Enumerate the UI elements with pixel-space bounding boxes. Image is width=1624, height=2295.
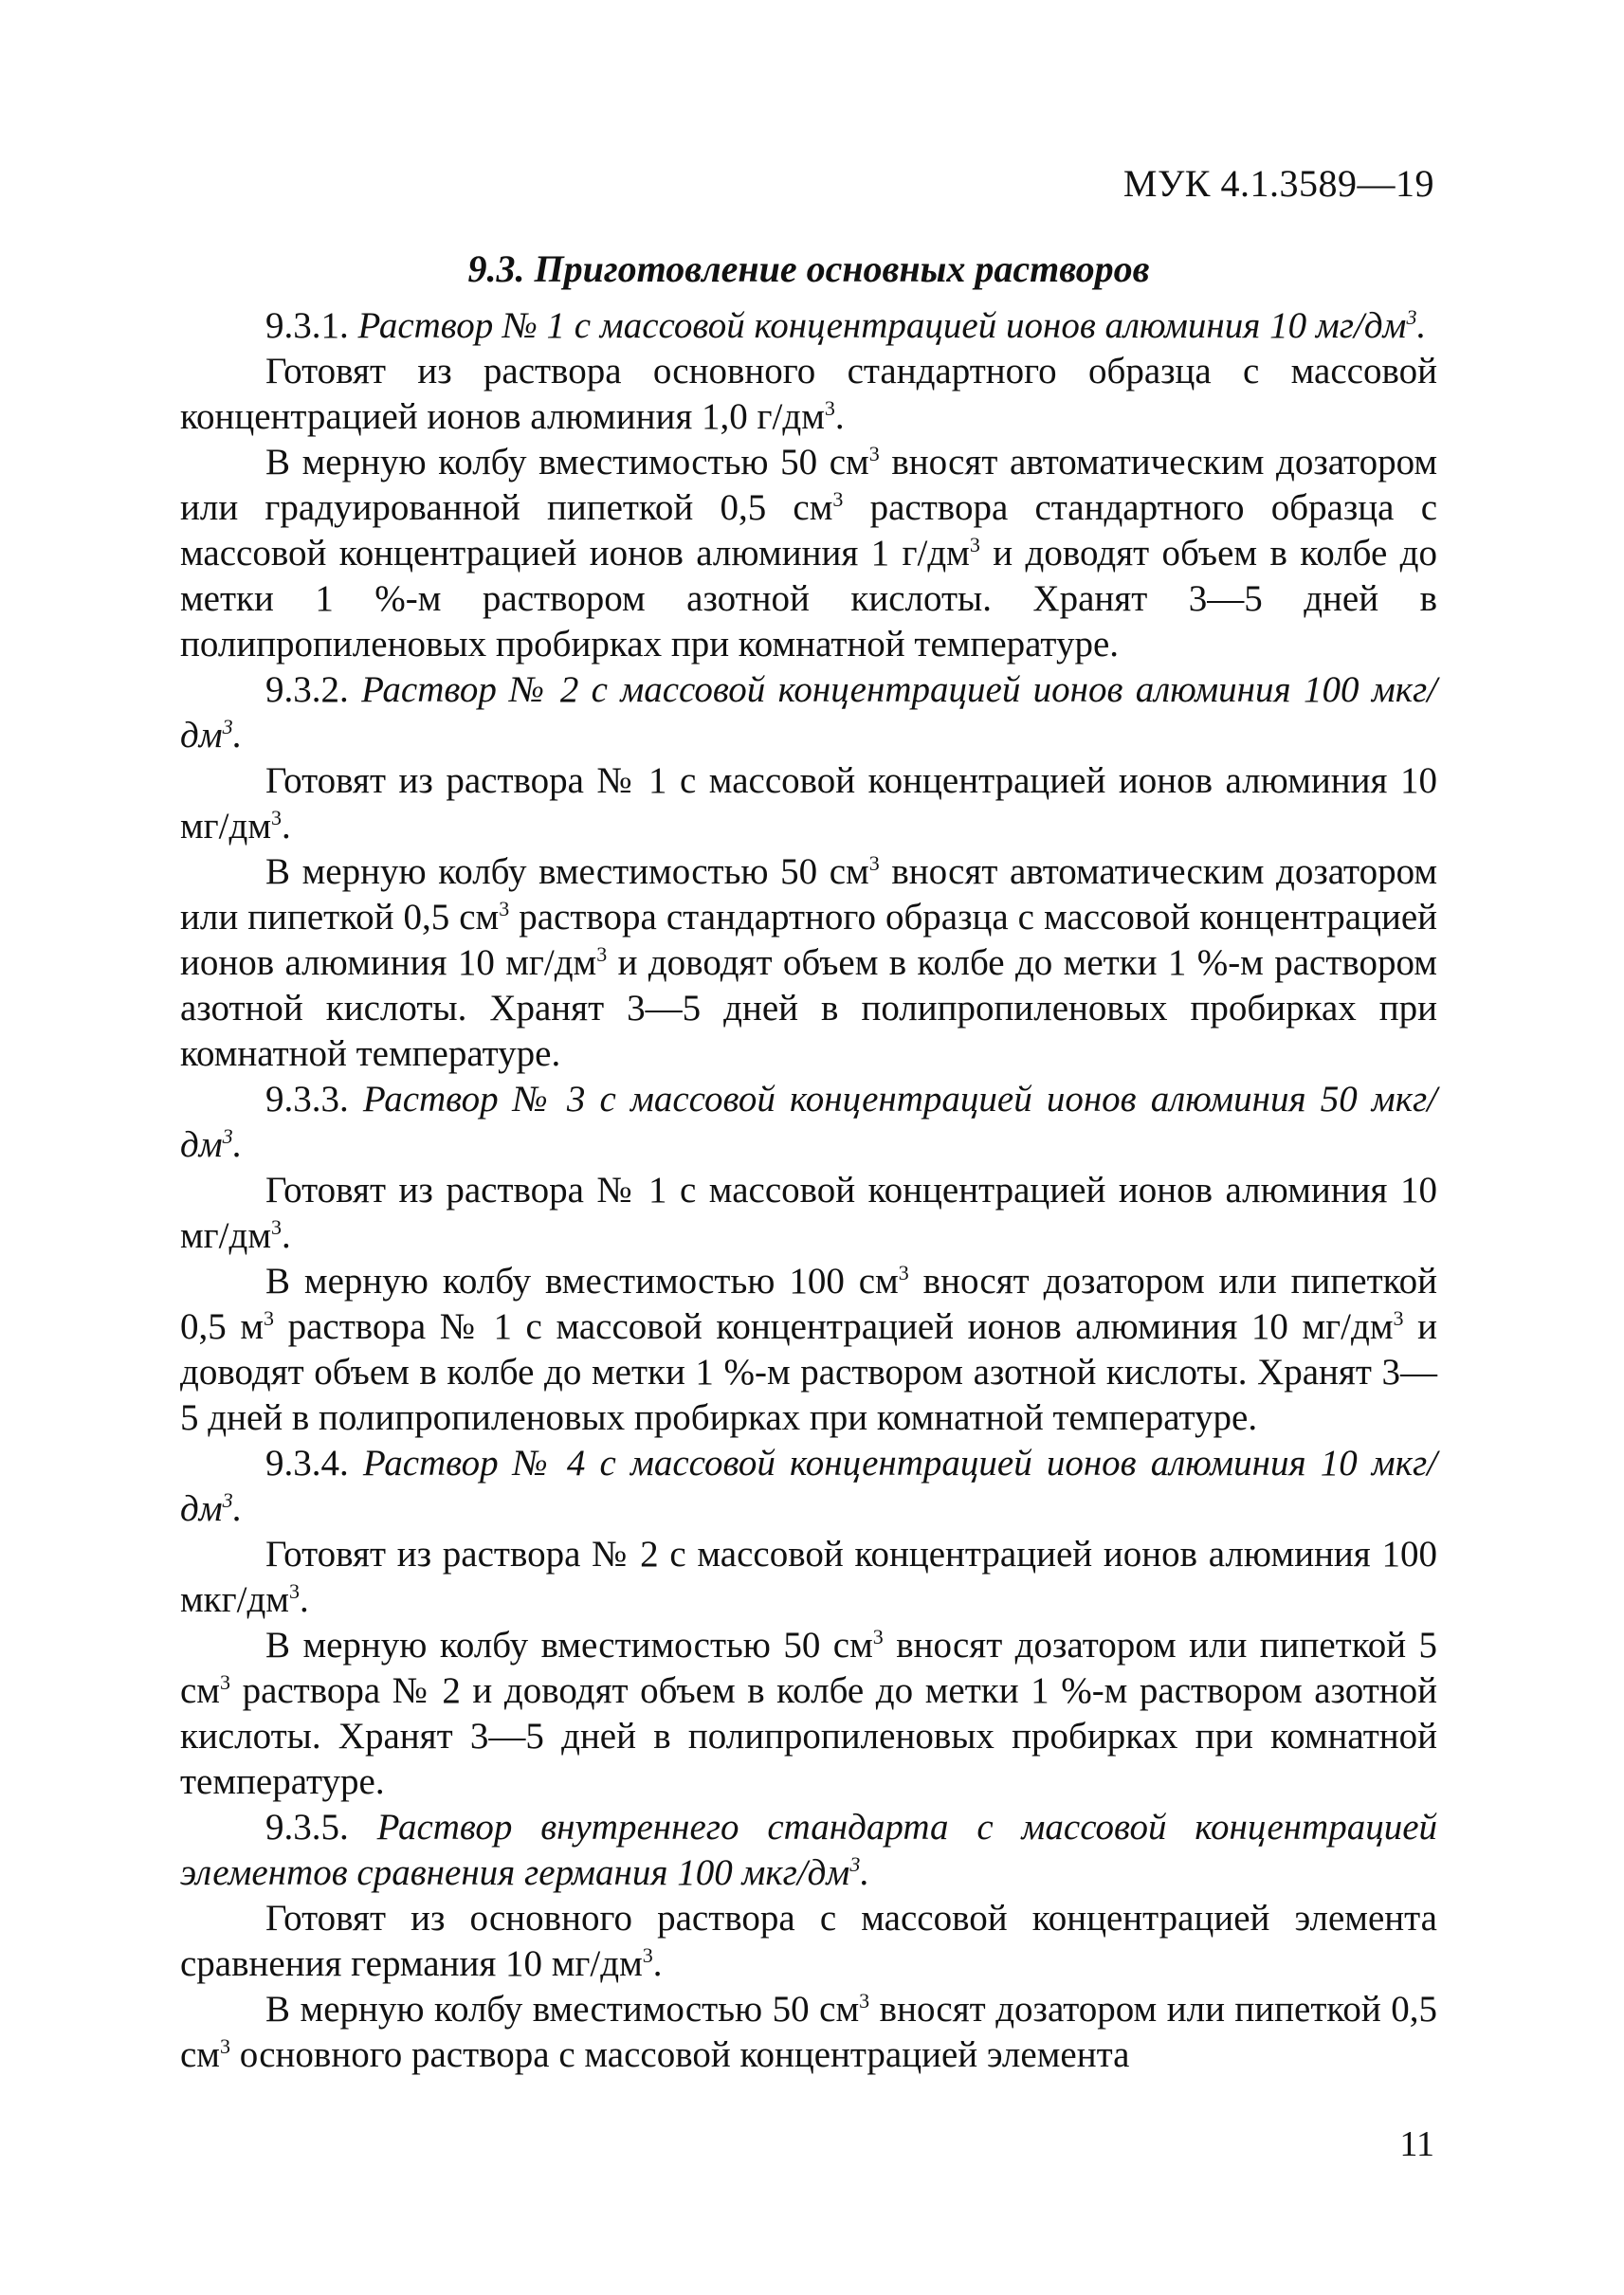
paragraph-procedure: В мерную колбу вместимостью 50 $см^3$ вносят автоматическим дозатором или пипеткой 0,5 $см^3$ раствора стандартного образца с массовой концентрацией ионов алюминия 10 $мг/дм^3$ и доводят объем в колбе до метки 1 %-м раствором азотной кислоты. Хранят 3—5 дней в полипропиленовых пробирках при комнатной температуре. [180, 851, 1438, 1074]
paragraph-source: Готовят из раствора № 1 с массовой концентрацией ионов алюминия 10 $мг/дм^3$. [180, 760, 1437, 847]
subsection-number: 9.3.5. [265, 1807, 349, 1848]
subsection-heading-text: Раствор внутреннего стандарта с массовой концентрацией элементов сравнения германия 100 мкг/$дм^3$. [180, 1807, 1438, 1893]
paragraph-procedure: В мерную колбу вместимостью 50 $см^3$ вносят автоматическим дозатором или градуированной пипеткой 0,5 $см^3$ раствора стандартного образца с массовой концентрацией ионов алюминия 1 $г/дм^3$ и доводят объем в колбе до метки 1 %-м раствором азотной кислоты. Хранят 3—5 дней в полипропиленовых пробирках при комнатной температуре. [180, 442, 1438, 665]
subsection-number: 9.3.3. [265, 1079, 349, 1120]
subsection-heading-text: Раствор № 1 с массовой концентрацией ионов алюминия 10 $мг/дм^3$. [357, 305, 1427, 346]
subsection-heading [180, 1441, 1437, 1532]
paragraph-procedure: В мерную колбу вместимостью 100 $см^3$ вносят дозатором или пипеткой 0,5 $м^3$ раствора № 1 с массовой концентрацией ионов алюминия 10 $мг/дм^3$ и доводят объем в колбе до метки 1 %-м раствором азотной кислоты. Хранят 3—5 дней в полипропиленовых пробирках при комнатной температуре. [180, 1261, 1438, 1438]
subsection-heading-text: Раствор № 2 с массовой концентрацией ионов алюминия 100 мкг/$дм^3$. [180, 669, 1437, 756]
paragraph-procedure: В мерную колбу вместимостью 50 $см^3$ вносят дозатором или пипеткой 0,5 $см^3$ основного раствора с массовой концентрацией элемента [180, 1989, 1437, 2075]
subsection-heading [180, 1077, 1437, 1168]
subsection-9-3-4 [180, 1441, 1437, 1805]
subsection-9-3-5 [180, 1805, 1437, 2078]
subsection-heading-text: Раствор № 3 с массовой концентрацией ионов алюминия 50 мкг/$дм^3$. [180, 1079, 1437, 1165]
subsection-9-3-3 [180, 1077, 1437, 1441]
paragraph-source: Готовят из раствора № 1 с массовой концентрацией ионов алюминия 10 $мг/дм^3$. [180, 1170, 1437, 1256]
paragraph-source: Готовят из раствора основного стандартного образца с массовой концентрацией ионов алюминия 1,0 $г/дм^3$. [180, 351, 1437, 437]
subsection-9-3-1 [180, 303, 1437, 667]
subsection-heading [180, 667, 1437, 758]
page-number: 11 [1399, 2124, 1434, 2164]
subsection-heading [180, 303, 1437, 349]
paragraph-procedure: В мерную колбу вместимостью 50 $см^3$ вносят дозатором или пипеткой 5 $см^3$ раствора № 2 и доводят объем в колбе до метки 1 %-м раствором азотной кислоты. Хранят 3—5 дней в полипропиленовых пробирках при комнатной температуре. [180, 1625, 1437, 1802]
document-code: МУК 4.1.3589—19 [1122, 162, 1434, 205]
subsection-heading-text: Раствор № 4 с массовой концентрацией ионов алюминия 10 мкг/$дм^3$. [180, 1443, 1437, 1529]
subsection-number: 9.3.4. [265, 1443, 349, 1484]
paragraph-source: Готовят из раствора № 2 с массовой концентрацией ионов алюминия 100 мкг/$дм^3$. [180, 1534, 1437, 1620]
paragraph-source: Готовят из основного раствора с массовой концентрацией элемента сравнения германия 10 $мг/дм^3$. [180, 1898, 1437, 1984]
subsection-number: 9.3.2. [265, 669, 349, 710]
subsection-9-3-2 [180, 667, 1437, 1077]
subsection-number: 9.3.1. [265, 305, 349, 346]
page-content [180, 246, 1437, 2078]
subsection-heading [180, 1805, 1437, 1896]
section-title: 9.3. Приготовление основных растворов [467, 247, 1150, 290]
